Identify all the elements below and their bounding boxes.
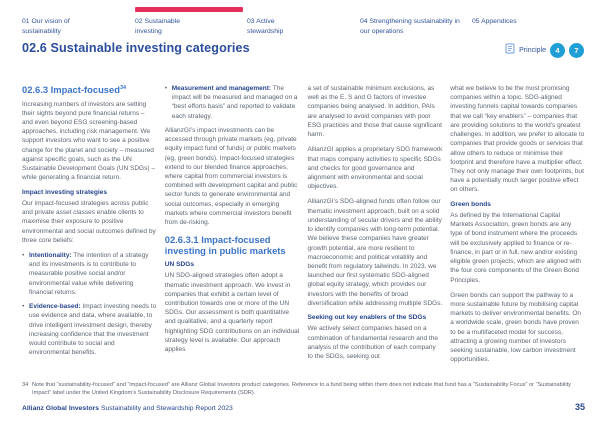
footnote-number: 34 xyxy=(22,382,29,388)
footnote-text: Note that “sustainability-focused” and “impact-focused” are Allianz Global Investors product categories. Reference to a fund being within them does not indicate that fund has a “Sustainability Focus” or “Sustainability Impact” label under the United Kingdom’s Sustainability Disclosure Requirements (SDR). xyxy=(32,382,572,397)
page-footer xyxy=(22,402,585,412)
section-heading: 02.6.3.1 Impact-focused investing in public markets xyxy=(164,234,286,257)
subsection-heading: Impact investing strategies xyxy=(22,188,108,196)
paragraph: Our impact-focused strategies across public and private asset classes enable clients to maximise their exposure to positive environmental and social outcomes defined by three core beliefs: xyxy=(22,199,156,244)
principle-label: Principle xyxy=(519,46,546,54)
bullet-icon: • xyxy=(22,252,25,260)
nav-item-vision[interactable]: 01 Our vision of sustainability xyxy=(22,18,70,35)
report-title: Allianz Global Investors Sustainability and Stewardship Report 2023 xyxy=(22,405,233,412)
column-4 xyxy=(450,84,585,371)
document-icon xyxy=(505,41,515,59)
principle-indicator xyxy=(505,41,584,59)
paragraph: what we believe to be the most promising companies within a topic. SDG-aligned investing funnels capital towards companies that we call “key enablers” – companies that are providing solutions to the world’s greatest challenges. In addition, we prefer to allocate to companies that provide goods or services that allow others to reduce or minimise their footprint and therefore have a multiplier effect. They not only manage their own footprints, but have a potentially much larger positive effect on others. xyxy=(450,85,585,194)
nav-item-investing[interactable]: 02 Sustainable investing xyxy=(135,18,180,35)
section-heading: 02.6.3 Impact-focused$^{34}$ xyxy=(22,84,127,95)
paragraph: Green bonds can support the pathway to a more sustainable future by mobilising capital markets to deliver environmental benefits. On a worldwide scale, green bonds have proven to be a multifaceted model for success, attracting a growing number of investors seeking sustainable, low carbon investment opportunities. xyxy=(450,291,582,364)
paragraph: AllianzGI’s impact investments can be accessed through private markets (eg, private equity impact fund of funds) or public markets (eg, green bonds). Impact-focused strategies extend to our blended finance approaches, where capital from commercial investors is combined with development capital and public sector funds to generate environmental and social outcomes, especially in emerging markets where commercial investors benefit from de-risking. xyxy=(164,126,298,227)
content-columns xyxy=(22,84,585,371)
paragraph: As defined by the International Capital Markets Association, green bonds are any type of bond instrument where the proceeds will be exclusively applied to finance or re-finance, in part or in full, new and/or existing eligible green projects, which are aligned with the four core components of the Green Bond Principles. xyxy=(450,212,582,284)
page-title: 02.6 Sustainable investing categories xyxy=(22,41,250,55)
bullet-icon: • xyxy=(22,303,25,311)
list-item: • Evidence-based: Impact investing needs to use evidence and data, where available, to drive intelligent investment design, thereby increasing confidence that the investment would contribute to social and environmental benefits. xyxy=(22,303,157,357)
paragraph: We actively select companies based on a combination of fundamental research and the analysis of the contribution of each company to the SDGs, seeking out xyxy=(307,325,438,361)
nav-item-operations[interactable]: 04 Strengthening sustainability in our operations xyxy=(360,18,460,35)
nav-item-appendices[interactable]: 05 Appendices xyxy=(472,18,517,25)
list-item: • Intentionality: The intention of a strategy and its investments is to contribute to measurable positive social and/or environmental value while delivering financial returns. xyxy=(22,252,149,296)
bullet-icon: • xyxy=(164,85,168,92)
paragraph: AllianzGI applies a proprietary SDG framework that maps company activities to specific SDGs and checks for good governance and alignment with environmental and social objectives. xyxy=(307,146,443,191)
subsection-heading: Green bonds xyxy=(450,200,491,208)
paragraph: a set of sustainable minimum exclusions, as well as the E, S and G factors of investee companies being analysed. In addition, PAIs are analysed to avoid companies with poor ESG practices and those that cause significant harm. xyxy=(307,85,442,139)
principle-badge-4: 4 xyxy=(550,43,565,58)
subsection-heading: UN SDGs xyxy=(164,260,195,268)
paragraph: Increasing numbers of investors are setting their sights beyond pure financial returns – and even beyond ESG screening-based approaches, including risk management. We support investors who want to see a positive change for the planet and society – measured against specific goals, such as the UN Sustainable Development Goals (UN SDGs) – while generating a financial return. xyxy=(22,100,155,182)
footnote-marker: 34 xyxy=(119,84,127,91)
list-item: • Measurement and management: The impact will be measured and managed on a “best efforts basis” and reported to validate each strategy. xyxy=(164,85,298,120)
page-number: 35 xyxy=(574,402,585,412)
column-3 xyxy=(308,84,443,371)
active-section-bar xyxy=(135,7,243,12)
column-2 xyxy=(165,84,300,371)
subsection-heading: Seeking out key enablers of the SDGs xyxy=(307,314,427,322)
nav-item-stewardship[interactable]: 03 Active stewardship xyxy=(247,18,284,35)
paragraph: UN SDG-aligned strategies often adopt a thematic investment approach. We invest in companies that exhibit a certain level of contribution towards one or more of the UN SDGs. Our assessment is both quantitative and qualitative, and a quarterly report highlighting SDG contributions on an individual strategy level is available. Our approach applies xyxy=(164,272,300,354)
paragraph: AllianzGI’s SDG-aligned funds often follow our thematic investment approach, built on a solid understanding of secular drivers and the ability to identify companies with long-term potential. We believe these companies have greater growth potential, are more resilient to macroeconomic and political volatility and benefit from regulatory tailwinds. In 2023, we launched our first systematic SDG-aligned global equity strategy, which provides our investors with the benefits of broad diversification while addressing multiple SDGs. xyxy=(307,198,443,307)
principle-badge-7: 7 xyxy=(569,43,584,58)
column-1 xyxy=(22,84,157,371)
footnote xyxy=(22,381,585,398)
